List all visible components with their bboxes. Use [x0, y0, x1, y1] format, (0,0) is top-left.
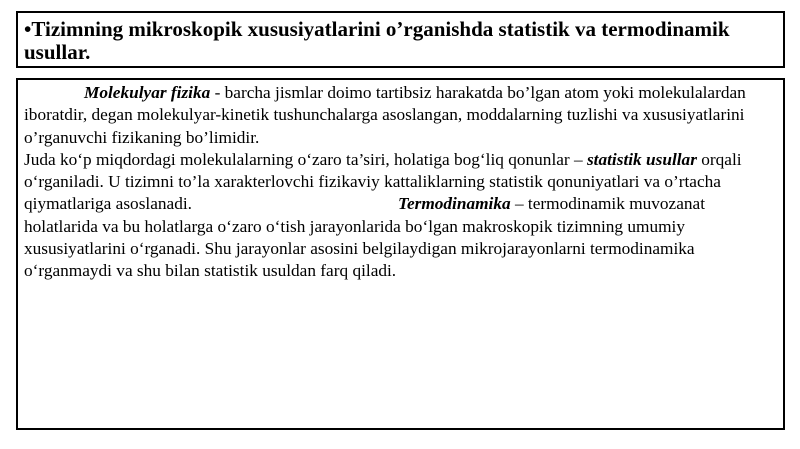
body-text-3: orqali o‘rganiladi. U tizimni to’la xarakterlovchi fizikaviy kattaliklarning statistik qonuniyatlari va o’rtacha qiymatlariga asoslanadi.: [24, 149, 742, 214]
slide-title-box: [16, 11, 785, 68]
slide-content-box: [16, 78, 785, 430]
body-text-2: Juda ko‘p miqdordagi molekulalarning o‘zaro ta’siri, holatiga bog‘liq qonunlar –: [24, 149, 587, 169]
slide-body-text: [24, 82, 775, 283]
term-statistik-usullar: statistik usullar: [586, 149, 697, 169]
slide-title: •Tizimning mikroskopik xususiyatlarini o’rganishda statistik va termodinamik usullar.: [24, 17, 730, 64]
body-text-4: – termodinamik muvozanat holatlarida va bu holatlarga o‘zaro o‘tish jarayonlarida bo‘lgan makroskopik tizimning umumiy xususiyatlarini o‘rganadi. Shu jarayonlar asosini belgilaydigan mikrojarayonlarni termodinamika o‘rganmaydi va shu bilan statistik usuldan farq qiladi.: [24, 194, 706, 281]
body-text-1: - barcha jismlar doimo tartibsiz harakatda bo’lgan atom yoki molekulalardan iboratdir, degan molekulyar-kinetik tushunchalarga asoslangan, moddalarning tuzlishi va xususiyatlarini o’rganuvchi fizikaning bo’limidir.: [24, 83, 746, 147]
term-molekulyar-fizika: Molekulyar fizika: [84, 83, 211, 102]
term-termodinamika: Termodinamika: [397, 194, 511, 214]
